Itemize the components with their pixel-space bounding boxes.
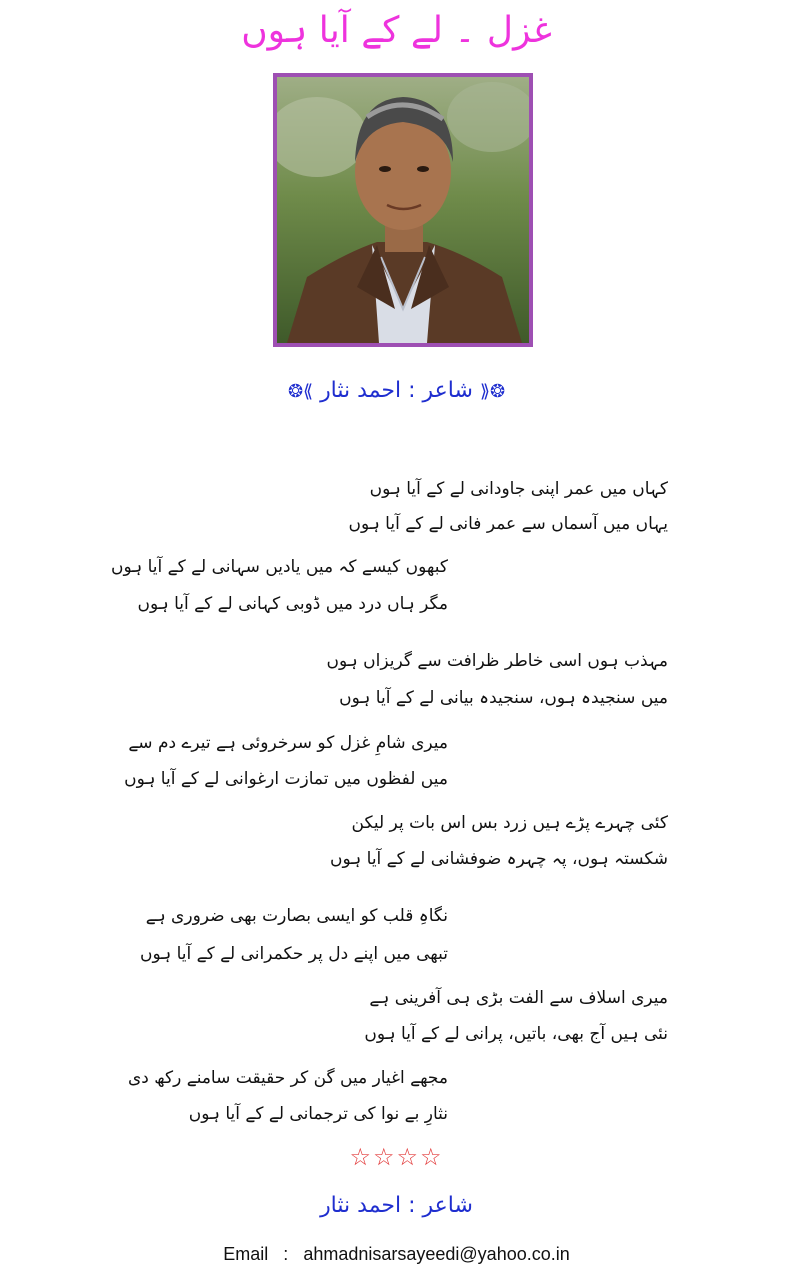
verse-line: میری اسلاف سے الفت بڑی ہی آفرینی ہے bbox=[369, 988, 668, 1008]
verse-line: کبھوں کیسے کہ میں یادیں سہانی لے کے آیا ہوں bbox=[110, 557, 448, 577]
verse-line: مجھے اغیار میں گن کر حقیقت سامنے رکھ دی bbox=[128, 1068, 448, 1088]
verse-line: میری شامِ غزل کو سرخروئی ہے تیرے دم سے bbox=[128, 733, 448, 753]
verse-line: شکستہ ہوں، پہ چہرہ ضوفشانی لے کے آیا ہوں bbox=[330, 849, 668, 869]
verse-line: مہذب ہوں اسی خاطر ظرافت سے گریزاں ہوں bbox=[326, 651, 668, 671]
email-label: Email bbox=[223, 1244, 269, 1264]
star-divider-icon: ☆☆☆☆ bbox=[349, 1143, 444, 1171]
verse-line: کئی چہرے پڑے ہیں زرد بس اس بات پر لیکن bbox=[351, 813, 668, 833]
verse-line: نگاہِ قلب کو ایسی بصارت بھی ضروری ہے bbox=[145, 906, 448, 926]
verse-line: یہاں میں آسماں سے عمر فانی لے کے آیا ہوں bbox=[348, 514, 668, 534]
verse-line: کہاں میں عمر اپنی جاودانی لے کے آیا ہوں bbox=[369, 479, 668, 499]
ornament-left-icon: ❂⟪ bbox=[479, 381, 506, 402]
stanza bbox=[120, 650, 668, 880]
email-line bbox=[0, 1244, 793, 1265]
verse-line: نئی ہیں آج بھی، باتیں، پرانی لے کے آیا ہوں bbox=[364, 1024, 668, 1044]
verse-line: میں سنجیدہ ہوں، سنجیدہ بیانی لے کے آیا ہوں bbox=[339, 688, 668, 708]
poet-photo bbox=[273, 73, 533, 347]
poet-credit-top bbox=[0, 378, 793, 403]
verse-line: تبھی میں اپنے دل پر حکمرانی لے کے آیا ہوں bbox=[139, 944, 448, 964]
email-address[interactable]: ahmadnisarsayeedi@yahoo.co.in bbox=[303, 1244, 570, 1264]
ornament-right-icon: ⟫❂ bbox=[287, 381, 314, 402]
email-separator: : bbox=[283, 1244, 289, 1264]
stanza bbox=[110, 478, 668, 618]
verse-line: نثارِ بے نوا کی ترجمانی لے کے آیا ہوں bbox=[188, 1104, 448, 1124]
verse-line: میں لفظوں میں تمازت ارغوانی لے کے آیا ہوں bbox=[124, 769, 448, 789]
poem-title: غزل ۔ لے کے آیا ہوں bbox=[241, 10, 552, 51]
stanza bbox=[120, 905, 668, 1135]
poet-credit-bottom: شاعر : احمد نثار bbox=[320, 1193, 473, 1218]
verse-line: مگر ہاں درد میں ڈوبی کہانی لے کے آیا ہوں bbox=[137, 594, 448, 614]
poet-name: شاعر : احمد نثار bbox=[320, 378, 473, 403]
